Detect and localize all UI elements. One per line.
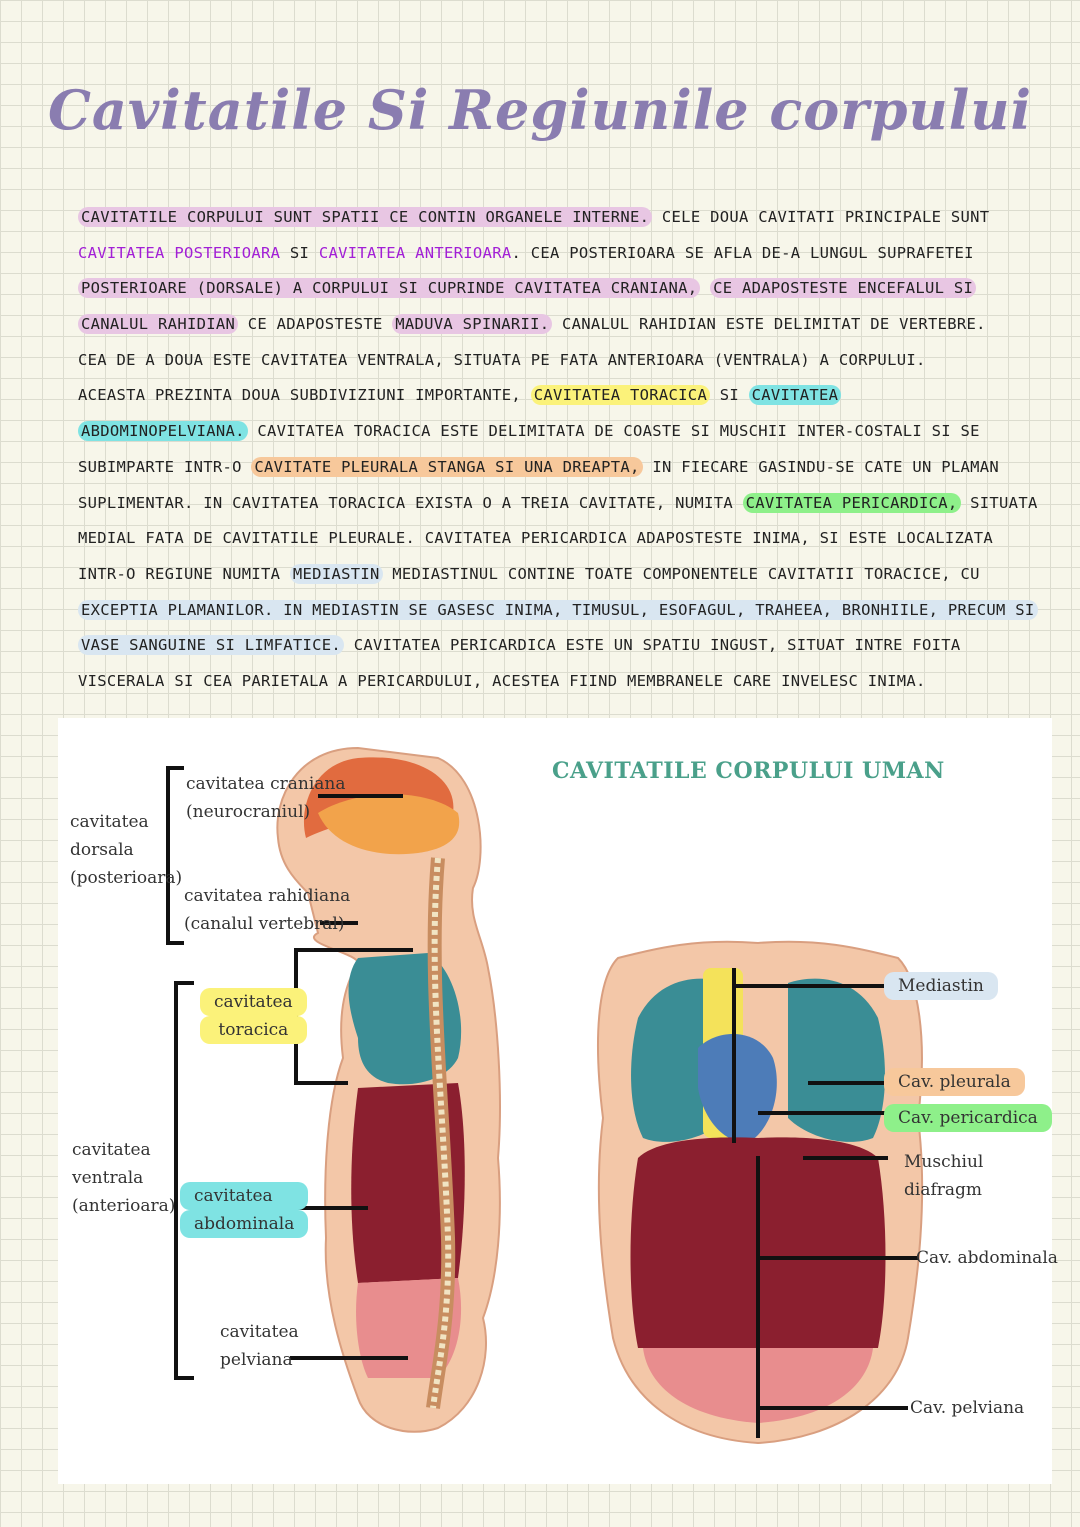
front-torso-body (598, 942, 922, 1443)
label-line: dorsala (70, 840, 134, 860)
text-line (78, 664, 1038, 700)
text-span: SUPLIMENTAR. IN CAVITATEA TORACICA EXISTA O A TREIA CAVITATE, NUMITA (78, 493, 733, 512)
label-ventral-cavity (72, 1136, 175, 1220)
label-diaphragm (904, 1148, 983, 1204)
label-pleural-cavity: Cav. pleurala (884, 1068, 1025, 1096)
highlight-pink: CE ADAPOSTESTE ENCEFALUL SI (710, 278, 976, 298)
text-span: CE ADAPOSTESTE (247, 315, 383, 334)
text-line (78, 307, 1038, 343)
text-span: VISCERALA SI CEA PARIETALA A PERICARDULUI, ACESTEA FIIND MEMBRANELE CARE INVELESC INIMA. (78, 671, 926, 690)
text-span: CAVITATEA TORACICA ESTE DELIMITATA DE COASTE SI MUSCHII INTER-COSTALI SI SE (257, 422, 980, 441)
side-profile-body (277, 748, 500, 1432)
label-line: cavitatea craniana (186, 774, 346, 794)
label-line: cavitatea (180, 1182, 308, 1210)
label-mediastin: Mediastin (884, 972, 998, 1000)
anatomy-illustration (58, 718, 1052, 1484)
label-abdominal-cavity (180, 1182, 308, 1238)
label-thoracic-cavity (200, 988, 307, 1044)
label-line: Muschiul (904, 1152, 984, 1172)
label-line: diafragm (904, 1180, 983, 1200)
highlight-orange: CAVITATE PLEURALA STANGA SI UNA DREAPTA, (251, 457, 642, 477)
label-line: (neurocraniul) (186, 802, 311, 822)
text-span: CANALUL RAHIDIAN ESTE DELIMITAT DE VERTEBRE. (562, 315, 986, 334)
text-line (78, 236, 1038, 272)
text-line (78, 628, 1038, 664)
text-span: CELE DOUA CAVITATI PRINCIPALE SUNT (661, 208, 990, 226)
text-span: CEA DE A DOUA ESTE CAVITATEA VENTRALA, SITUATA PE FATA ANTERIOARA (VENTRALA) A CORPULUI. (78, 350, 926, 369)
text-span: SUBIMPARTE INTR-O (78, 457, 242, 476)
label-line: cavitatea rahidiana (184, 886, 351, 906)
text-line (78, 486, 1038, 522)
text-line (78, 414, 1038, 450)
text-span: INTR-O REGIUNE NUMITA (78, 564, 281, 583)
text-span: . CEA POSTERIOARA SE AFLA DE-A LUNGUL SUPRAFETEI (511, 243, 974, 262)
label-line: (anterioara) (72, 1196, 176, 1216)
text-span: ACEASTA PREZINTA DOUA SUBDIVIZIUNI IMPORTANTE, (78, 386, 522, 405)
label-abdominal-cavity-right: Cav. abdominala (916, 1248, 1058, 1268)
label-pelvic-cavity (220, 1318, 299, 1374)
body-paragraph (78, 200, 1038, 700)
highlight-blue: VASE SANGUINE SI LIMFATICE. (78, 635, 344, 655)
text-line (78, 450, 1038, 486)
label-cranial-cavity (186, 770, 345, 826)
highlight-pink: MADUVA SPINARII. (392, 314, 552, 334)
highlight-pink: CAVITATILE CORPULUI SUNT SPATII CE CONTIN ORGANELE INTERNE. (78, 207, 652, 227)
text-line (78, 378, 1038, 414)
highlight-cyan: CAVITATEA (749, 385, 842, 405)
label-line: (posterioara) (70, 868, 183, 888)
figure-title: CAVITATILE CORPULUI UMAN (552, 758, 945, 784)
anatomy-figure (58, 718, 1058, 1484)
text-span: IN FIECARE GASINDU-SE CATE UN PLAMAN (652, 457, 1000, 476)
label-line: cavitatea (220, 1322, 299, 1342)
label-line: cavitatea (200, 988, 307, 1016)
page-title: Cavitatile Si Regiunile corpului (47, 78, 1033, 142)
highlight-blue: MEDIASTIN (290, 564, 383, 584)
text-line (78, 271, 1038, 307)
highlight-yellow: CAVITATEA TORACICA (531, 385, 710, 405)
highlight-pink: POSTERIOARE (DORSALE) A CORPULUI SI CUPRINDE CAVITATEA CRANIANA, (78, 278, 700, 298)
label-line: ventrala (72, 1168, 144, 1188)
highlight-blue: EXCEPTIA PLAMANILOR. IN MEDIASTIN SE GASESC INIMA, TIMUSUL, ESOFAGUL, TRAHEEA, BRONHIILE, PRECUM SI (78, 600, 1038, 620)
text-span: SITUATA (970, 493, 1038, 512)
label-line: abdominala (180, 1210, 308, 1238)
label-line: pelviana (220, 1350, 293, 1370)
highlight-pink: CANALUL RAHIDIAN (78, 314, 238, 334)
label-spinal-cavity (184, 882, 350, 938)
label-pericardial-cavity: Cav. pericardica (884, 1104, 1052, 1132)
highlight-cyan: ABDOMINOPELVIANA. (78, 421, 248, 441)
text-line (78, 521, 1038, 557)
label-line: cavitatea (70, 812, 149, 832)
text-line (78, 593, 1038, 629)
text-span: MEDIAL FATA DE CAVITATILE PLEURALE. CAVITATEA PERICARDICA ADAPOSTESTE INIMA, SI ESTE LOCALIZATA (78, 529, 994, 548)
highlight-green: CAVITATEA PERICARDICA, (743, 493, 961, 513)
text-line (78, 200, 1038, 236)
label-pelvic-cavity-right: Cav. pelviana (910, 1398, 1025, 1418)
text-span: SI (289, 243, 310, 262)
label-line: (canalul vertebral) (184, 914, 345, 934)
label-dorsal-cavity (70, 808, 182, 892)
text-span: CAVITATEA PERICARDICA ESTE UN SPATIU INGUST, SITUAT INTRE FOITA (353, 636, 961, 655)
text-line (78, 343, 1038, 379)
label-line: toracica (200, 1016, 307, 1044)
term-anterior: CAVITATEA ANTERIOARA (318, 243, 512, 262)
text-line (78, 557, 1038, 593)
label-line: cavitatea (72, 1140, 151, 1160)
text-span: SI (719, 386, 739, 405)
text-span: MEDIASTINUL CONTINE TOATE COMPONENTELE CAVITATII TORACICE, CU (392, 564, 980, 583)
term-posterior: CAVITATEA POSTERIOARA (78, 243, 281, 262)
